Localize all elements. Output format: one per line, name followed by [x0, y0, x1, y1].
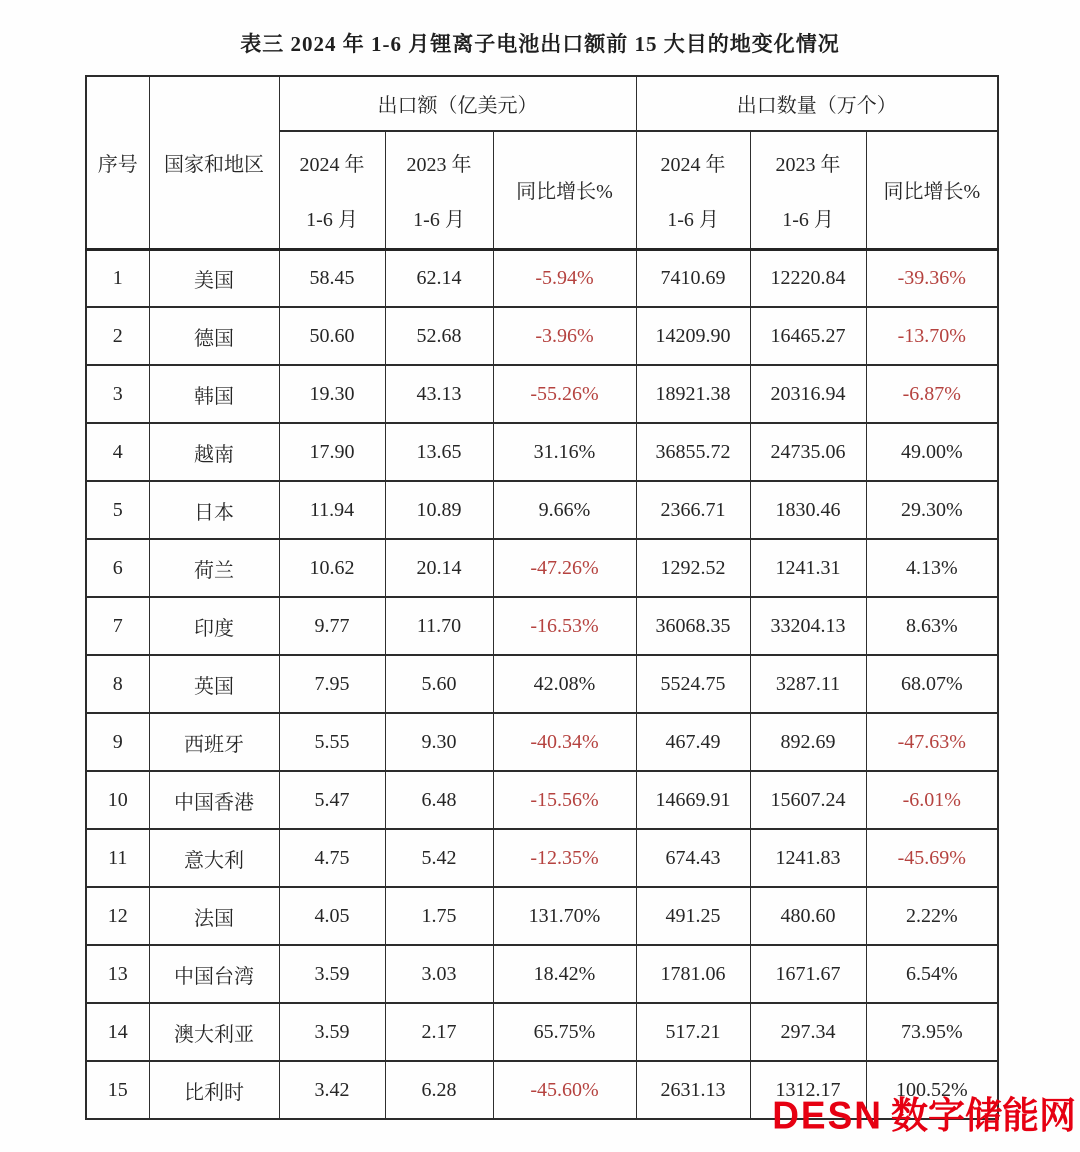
table-row — [86, 1003, 998, 1061]
cell-country: 中国香港 — [149, 771, 279, 829]
cell-country: 美国 — [149, 249, 279, 307]
cell-country: 法国 — [149, 887, 279, 945]
cell-qty-2023: 892.69 — [750, 713, 866, 771]
cell-value-2024: 11.94 — [279, 481, 385, 539]
year-label: 2024 年 — [299, 153, 365, 176]
cell-value-2024: 19.30 — [279, 365, 385, 423]
cell-qty-2024: 674.43 — [636, 829, 750, 887]
cell-qty-2023: 16465.27 — [750, 307, 866, 365]
cell-qty-2024: 18921.38 — [636, 365, 750, 423]
cell-country: 印度 — [149, 597, 279, 655]
cell-value-yoy: -12.35% — [493, 829, 636, 887]
cell-qty-yoy: -45.69% — [866, 829, 998, 887]
period-label: 1-6 月 — [413, 208, 465, 231]
table-row — [86, 249, 998, 307]
cell-value-2024: 4.75 — [279, 829, 385, 887]
cell-qty-yoy: 68.07% — [866, 655, 998, 713]
cell-qty-2023: 33204.13 — [750, 597, 866, 655]
cell-value-2024: 3.42 — [279, 1061, 385, 1119]
cell-index: 11 — [86, 829, 149, 887]
cell-index: 6 — [86, 539, 149, 597]
cell-qty-2023: 480.60 — [750, 887, 866, 945]
cell-country: 中国台湾 — [149, 945, 279, 1003]
cell-value-yoy: 31.16% — [493, 423, 636, 481]
site-name: 数字储能网 — [891, 1095, 1076, 1136]
cell-qty-yoy: -39.36% — [866, 249, 998, 307]
cell-country: 西班牙 — [149, 713, 279, 771]
site-watermark — [772, 1093, 1076, 1138]
cell-index: 13 — [86, 945, 149, 1003]
cell-value-yoy: 9.66% — [493, 481, 636, 539]
cell-qty-2024: 517.21 — [636, 1003, 750, 1061]
year-label: 2023 年 — [406, 153, 472, 176]
period-label: 1-6 月 — [306, 208, 358, 231]
cell-value-yoy: -55.26% — [493, 365, 636, 423]
table-row — [86, 597, 998, 655]
col-header-qty-group: 出口数量（万个） — [636, 76, 998, 131]
cell-value-2023: 43.13 — [385, 365, 493, 423]
cell-qty-2024: 2631.13 — [636, 1061, 750, 1119]
table-row — [86, 771, 998, 829]
cell-index: 9 — [86, 713, 149, 771]
period-label: 1-6 月 — [782, 208, 834, 231]
cell-qty-2024: 7410.69 — [636, 249, 750, 307]
cell-value-2024: 3.59 — [279, 945, 385, 1003]
cell-qty-2023: 1241.31 — [750, 539, 866, 597]
cell-qty-yoy: -6.87% — [866, 365, 998, 423]
cell-value-2023: 10.89 — [385, 481, 493, 539]
cell-country: 日本 — [149, 481, 279, 539]
cell-index: 8 — [86, 655, 149, 713]
cell-qty-2024: 1781.06 — [636, 945, 750, 1003]
cell-value-2023: 5.60 — [385, 655, 493, 713]
table-row — [86, 713, 998, 771]
table-body — [86, 249, 998, 1119]
cell-qty-yoy: -6.01% — [866, 771, 998, 829]
cell-value-2024: 50.60 — [279, 307, 385, 365]
cell-qty-2024: 14209.90 — [636, 307, 750, 365]
cell-value-2023: 2.17 — [385, 1003, 493, 1061]
cell-qty-yoy: 2.22% — [866, 887, 998, 945]
cell-value-2023: 52.68 — [385, 307, 493, 365]
cell-qty-2023: 24735.06 — [750, 423, 866, 481]
cell-qty-yoy: 100.52% — [866, 1061, 998, 1119]
header-group-row — [86, 76, 998, 131]
cell-value-yoy: 131.70% — [493, 887, 636, 945]
desn-logo: DESN — [772, 1093, 883, 1138]
cell-value-2024: 5.47 — [279, 771, 385, 829]
table-row — [86, 481, 998, 539]
cell-qty-yoy: -13.70% — [866, 307, 998, 365]
col-header-value-group: 出口额（亿美元） — [279, 76, 636, 131]
cell-qty-2024: 36855.72 — [636, 423, 750, 481]
page-title: 表三 2024 年 1-6 月锂离子电池出口额前 15 大目的地变化情况 — [240, 32, 840, 56]
table-row — [86, 655, 998, 713]
cell-value-2024: 58.45 — [279, 249, 385, 307]
cell-qty-2023: 1830.46 — [750, 481, 866, 539]
table-row — [86, 539, 998, 597]
cell-value-2024: 4.05 — [279, 887, 385, 945]
cell-qty-2024: 5524.75 — [636, 655, 750, 713]
col-header-qty-2023 — [750, 131, 866, 249]
col-header-country: 国家和地区 — [149, 76, 279, 249]
cell-qty-2023: 1241.83 — [750, 829, 866, 887]
cell-value-2023: 11.70 — [385, 597, 493, 655]
col-header-value-yoy: 同比增长% — [493, 131, 636, 249]
cell-qty-2023: 297.34 — [750, 1003, 866, 1061]
cell-value-yoy: -47.26% — [493, 539, 636, 597]
cell-value-2024: 5.55 — [279, 713, 385, 771]
table-row — [86, 945, 998, 1003]
cell-country: 意大利 — [149, 829, 279, 887]
cell-qty-2024: 36068.35 — [636, 597, 750, 655]
cell-country: 荷兰 — [149, 539, 279, 597]
cell-index: 10 — [86, 771, 149, 829]
cell-value-2023: 5.42 — [385, 829, 493, 887]
cell-qty-2024: 467.49 — [636, 713, 750, 771]
cell-value-yoy: -40.34% — [493, 713, 636, 771]
table-row — [86, 365, 998, 423]
cell-value-yoy: 42.08% — [493, 655, 636, 713]
cell-value-2023: 9.30 — [385, 713, 493, 771]
cell-qty-yoy: 4.13% — [866, 539, 998, 597]
cell-country: 韩国 — [149, 365, 279, 423]
cell-qty-2023: 1312.17 — [750, 1061, 866, 1119]
cell-qty-2023: 20316.94 — [750, 365, 866, 423]
cell-value-2023: 6.48 — [385, 771, 493, 829]
col-header-qty-2024 — [636, 131, 750, 249]
cell-index: 15 — [86, 1061, 149, 1119]
cell-value-2024: 3.59 — [279, 1003, 385, 1061]
cell-index: 14 — [86, 1003, 149, 1061]
cell-index: 4 — [86, 423, 149, 481]
cell-value-2023: 13.65 — [385, 423, 493, 481]
col-header-value-2024 — [279, 131, 385, 249]
table-row — [86, 307, 998, 365]
cell-qty-yoy: 6.54% — [866, 945, 998, 1003]
cell-index: 12 — [86, 887, 149, 945]
cell-qty-2023: 12220.84 — [750, 249, 866, 307]
cell-qty-2023: 1671.67 — [750, 945, 866, 1003]
cell-country: 比利时 — [149, 1061, 279, 1119]
cell-qty-yoy: 49.00% — [866, 423, 998, 481]
cell-value-yoy: -5.94% — [493, 249, 636, 307]
cell-value-yoy: -15.56% — [493, 771, 636, 829]
cell-qty-yoy: 29.30% — [866, 481, 998, 539]
col-header-index: 序号 — [86, 76, 149, 249]
year-label: 2023 年 — [775, 153, 841, 176]
cell-index: 3 — [86, 365, 149, 423]
cell-value-yoy: -3.96% — [493, 307, 636, 365]
cell-qty-2023: 15607.24 — [750, 771, 866, 829]
col-header-value-2023 — [385, 131, 493, 249]
cell-qty-yoy: 73.95% — [866, 1003, 998, 1061]
cell-value-2023: 20.14 — [385, 539, 493, 597]
cell-qty-2024: 14669.91 — [636, 771, 750, 829]
table-row — [86, 887, 998, 945]
cell-value-2023: 3.03 — [385, 945, 493, 1003]
year-label: 2024 年 — [660, 153, 726, 176]
cell-country: 德国 — [149, 307, 279, 365]
table-row — [86, 423, 998, 481]
cell-value-2024: 7.95 — [279, 655, 385, 713]
period-label: 1-6 月 — [667, 208, 719, 231]
col-header-qty-yoy: 同比增长% — [866, 131, 998, 249]
table-header — [86, 76, 998, 249]
cell-index: 2 — [86, 307, 149, 365]
cell-qty-yoy: -47.63% — [866, 713, 998, 771]
cell-index: 5 — [86, 481, 149, 539]
cell-qty-yoy: 8.63% — [866, 597, 998, 655]
cell-value-yoy: -45.60% — [493, 1061, 636, 1119]
cell-qty-2024: 2366.71 — [636, 481, 750, 539]
export-data-table — [85, 75, 999, 1120]
cell-country: 澳大利亚 — [149, 1003, 279, 1061]
cell-index: 1 — [86, 249, 149, 307]
cell-qty-2024: 1292.52 — [636, 539, 750, 597]
cell-value-yoy: 18.42% — [493, 945, 636, 1003]
cell-value-2023: 1.75 — [385, 887, 493, 945]
cell-country: 英国 — [149, 655, 279, 713]
cell-value-yoy: -16.53% — [493, 597, 636, 655]
cell-value-2023: 6.28 — [385, 1061, 493, 1119]
cell-index: 7 — [86, 597, 149, 655]
cell-value-2023: 62.14 — [385, 249, 493, 307]
cell-value-yoy: 65.75% — [493, 1003, 636, 1061]
cell-qty-2024: 491.25 — [636, 887, 750, 945]
cell-value-2024: 9.77 — [279, 597, 385, 655]
cell-value-2024: 10.62 — [279, 539, 385, 597]
cell-country: 越南 — [149, 423, 279, 481]
cell-qty-2023: 3287.11 — [750, 655, 866, 713]
table-row — [86, 829, 998, 887]
cell-value-2024: 17.90 — [279, 423, 385, 481]
